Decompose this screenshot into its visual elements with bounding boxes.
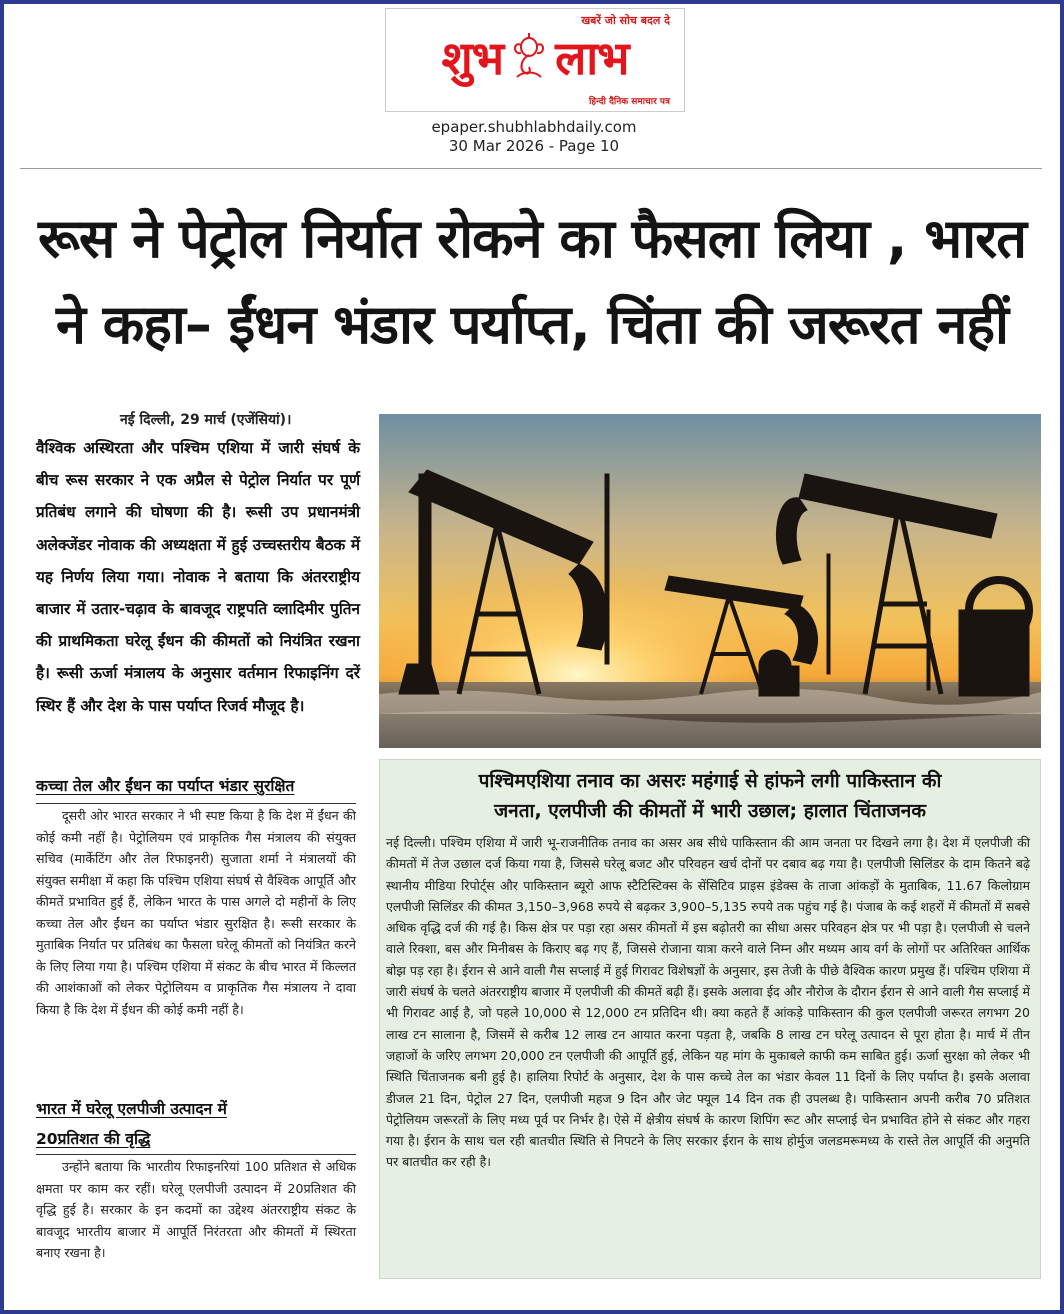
subhead-lpg-line2: 20प्रतिशत की वृद्धि (36, 1130, 151, 1148)
oil-pumpjack-photo (379, 414, 1041, 748)
box-headline-line1: पश्चिमएशिया तनाव का असरः महंगाई से हांफने लगी पाकिस्तान की (478, 770, 942, 792)
masthead-tagline: खबरें जो सोच बदल दे (581, 14, 670, 27)
article-lead: वैश्विक अस्थिरता और पश्चिम एशिया में जारी संघर्ष के बीच रूस सरकार ने एक अप्रैल से पेट्रोल निर्यात पर पूर्ण प्रतिबंध लगाने की घोषणा की है। रूसी उप प्रधानमंत्री अलेक्जेंडर नोवाक की अध्यक्षता में हुई उच्चस्तरीय बैठक में यह निर्णय लिया गया। नोवाक ने बताया कि अंतरराष्ट्रीय बाजार में उतार-चढ़ाव के बावजूद राष्ट्रपति व्लादिमीर पुतिन की प्राथमिकता घरेलू ईंधन की कीमतों को नियंत्रित रखना है। रूसी ऊर्जा मंत्रालय के अनुसार वर्तमान रिफाइनिंग दरें स्थिर हैं और देश के पास पर्याप्त रिजर्व मौजूद है। (36, 439, 360, 715)
masthead-logo (385, 8, 685, 112)
box-headline (380, 766, 1040, 826)
masthead-divider (20, 168, 1042, 169)
brand-word-right: लाभ (555, 31, 629, 85)
brand-word-left: शुभ (441, 31, 504, 85)
main-headline-line2: ने कहा– ईंधन भंडार पर्याप्त, चिंता की जरूरत नहीं (55, 293, 1009, 356)
related-news-box (379, 759, 1041, 1279)
subhead-rule (36, 1154, 356, 1155)
article-para-2: उन्होंने बताया कि भारतीय रिफाइनरियां 100 प्रतिशत से अधिक क्षमता पर काम कर रहीं। घरेलू एलपीजी उत्पादन में 20प्रतिशत की वृद्धि हुई है। सरकार के इन कदमों का उद्देश्य अंतरराष्ट्रीय संकट के बावजूद भारतीय बाजार में आपूर्ति निरंतरता और कीमतों में स्थिरता बनाए रखना है। (36, 1159, 356, 1260)
brand-name (386, 27, 684, 87)
subhead-crude-oil: कच्चा तेल और ईंधन का पर्याप्त भंडार सुरक्षित (36, 777, 295, 795)
article-dateline: नई दिल्ली, 29 मार्च (एजेंसियां)। (120, 412, 292, 428)
edition-date: 30 Mar 2026 - Page 10 (448, 137, 620, 155)
site-url[interactable]: epaper.shubhlabhdaily.com (431, 118, 637, 136)
site-info (385, 118, 683, 156)
masthead-subtagline: हिन्दी दैनिक समाचार पत्र (588, 97, 670, 107)
article-para-1: दूसरी ओर भारत सरकार ने भी स्पष्ट किया है कि देश में ईंधन की कोई कमी नहीं है। पेट्रोलियम एवं प्राकृतिक गैस मंत्रालय की संयुक्त सचिव (मार्केटिंग और तेल रिफाइनरी) सुजाता शर्मा ने मंत्रालयों की संयुक्त समीक्षा में कहा कि पश्चिम एशिया संघर्ष से वैश्विक आपूर्ति और कीमतें प्रभावित हुई हैं, लेकिन भारत के पास अगले दो महीनों के लिए कच्चा तेल और ईंधन का पर्याप्त भंडार सुरक्षित है। रूसी सरकार के मुताबिक निर्यात पर प्रतिबंध का फैसला घरेलू कीमतों को नियंत्रित करने के लिए लिया गया है। पश्चिम एशिया में संकट के बीच भारत में किल्लत की आशंकाओं को लेकर पेट्रोलियम व प्राकृतिक गैस मंत्रालय ने दावा किया है कि देश में ईंधन की कोई कमी नहीं है। (36, 808, 356, 1017)
main-headline (22, 196, 1042, 368)
subhead-lpg-line1: भारत में घरेलू एलपीजी उत्पादन में (36, 1100, 227, 1118)
box-body-text: नई दिल्ली। पश्चिम एशिया में जारी भू-राजनीतिक तनाव का असर अब सीधे पाकिस्तान की आम जनता पर दिखने लगा है। देश में एलपीजी की कीमतों में तेज उछाल दर्ज किया गया है, जिससे घरेलू बजट और परिवहन खर्च दोनों पर दबाव बढ़ गया है। एलपीजी सिलिंडर के दाम कितने बढ़े स्थानीय मीडिया रिपोर्ट्स और पाकिस्तान ब्यूरो आफ स्टैटिस्टिक्स के सेंसिटिव प्राइस इंडेक्स के ताजा आंकड़ों के मुताबिक, 11.67 किलोग्राम एलपीजी सिलिंडर की कीमत 3,150–3,968 रुपये से बढ़कर 3,900–5,135 रुपये तक पहुंच गई है। पंजाब के कई शहरों में कीमतों में सबसे अधिक वृद्धि दर्ज की गई है। किस क्षेत्र पर पड़ा रहा असर कीमतों में इस बढ़ोतरी का सीधा असर परिवहन क्षेत्र पर भी पड़ा है। एलपीजी से चलने वाले रिक्शा, बस और मिनीबस के किराए बढ़ गए हैं, जिससे रोजाना यात्रा करने वाले निम्न और मध्यम आय वर्ग के लोगों पर अतिरिक्त आर्थिक बोझ पड़ रहा है। ईरान से आने वाली गैस सप्लाई में हुई गिरावट विशेषज्ञों के अनुसार, इस तेजी के पीछे वैश्विक कारण प्रमुख हैं। पश्चिम एशिया में जारी संघर्ष के चलते अंतरराष्ट्रीय बाजार में एलपीजी की कीमतें बढ़ी हैं। इसके अलावा ईद और नौरोज के दौरान ईरान से आने वाली गैस सप्लाई में भी गिरावट आई है, जो पहले 10,000 से 12,000 टन प्रतिदिन थी। क्या कहते हैं आंकड़े पाकिस्तान की कुल एलपीजी जरूरत लगभग 20 लाख टन सालाना है, जिसमें से करीब 12 लाख टन आयात करना पड़ता है, जबकि 8 लाख टन घरेलू उत्पादन से पूरा होता है। मार्च में तीन जहाजों के जरिए लगभग 20,000 टन एलपीजी की आपूर्ति हुई, लेकिन यह मांग के मुकाबले काफी कम साबित हुई। ऊर्जा सुरक्षा को लेकर भी स्थिति चिंताजनक बनी हुई है। हालिया रिपोर्ट के अनुसार, देश के पास कच्चे तेल का भंडार केवल 11 दिनों के लिए पर्याप्त है। इसके अलावा डीजल 21 दिन, पेट्रोल 27 दिन, एलपीजी महज 9 दिन और जेट फ्यूल 14 दिन तक ही उपलब्ध है। पाकिस्तान अपनी करीब 70 प्रतिशत पेट्रोलियम जरूरतों के लिए मध्य पूर्व पर निर्भर है। ऐसे में क्षेत्रीय संघर्ष के कारण शिपिंग रूट और सप्लाई चेन प्रभावित होने से संकट और गहरा गया है। ईरान के साथ चल रही बातचीत स्थिति से निपटने के लिए सरकार ईरान के साथ होर्मुज जलडमरूमध्य के रास्ते तेल आपूर्ति की अनुमति पर बातचीत कर रही है। (386, 835, 1030, 1170)
main-headline-line1: रूस ने पेट्रोल निर्यात रोकने का फैसला लिया , भारत (37, 207, 1027, 270)
pumpjack-illustration (379, 414, 1041, 748)
subhead-rule (36, 803, 356, 804)
ganesha-icon (509, 33, 549, 81)
box-headline-line2: जनता, एलपीजी की कीमतों में भारी उछाल; हालात चिंताजनक (494, 800, 926, 822)
